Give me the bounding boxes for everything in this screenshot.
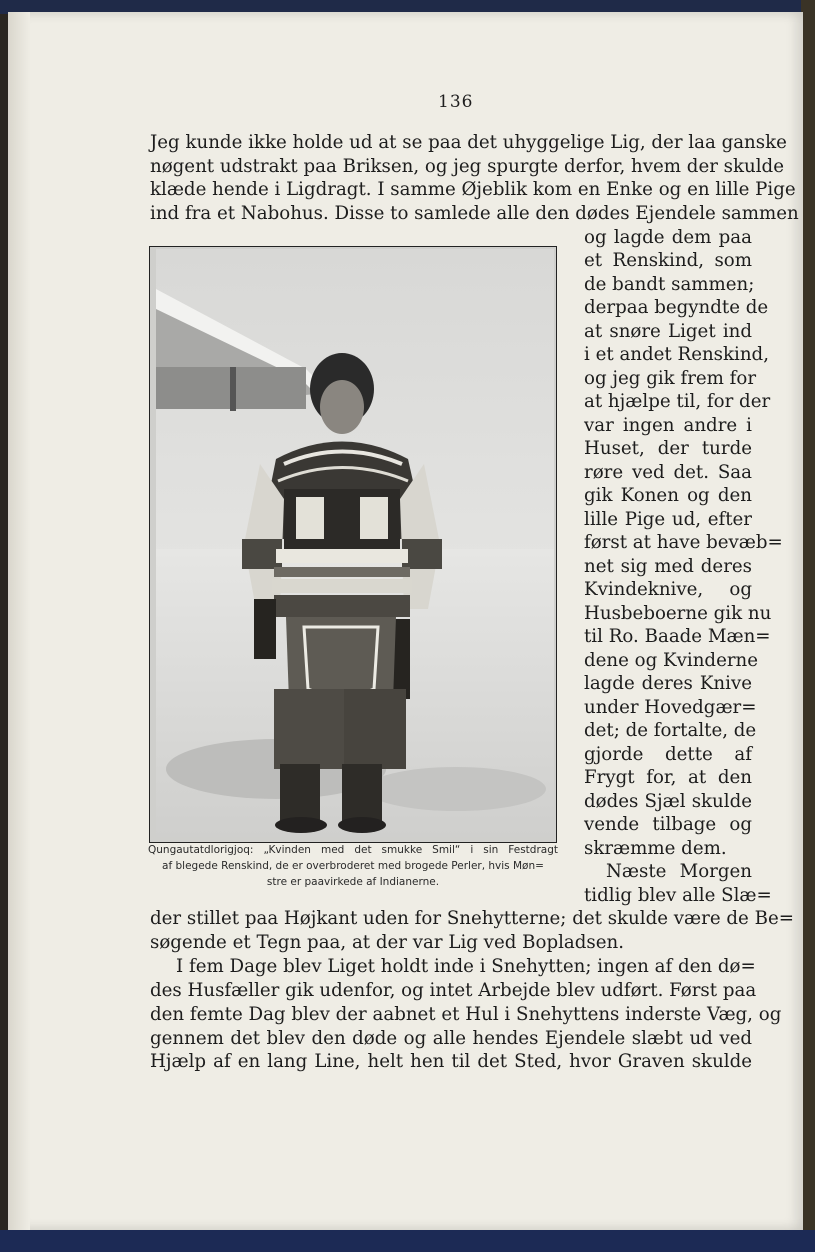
text-line: Kvindeknive, og xyxy=(584,579,752,600)
page-number: 136 xyxy=(438,92,474,112)
book-cover-edge-bottom xyxy=(0,1230,815,1252)
text-line: røre ved det. Saa xyxy=(584,462,752,483)
text-line: lagde deres Knive xyxy=(584,673,752,694)
text-line: klæde hende i Ligdragt. I samme Øjeblik kom en Enke og en lille Pige xyxy=(150,179,796,200)
text-line: skræmme dem. xyxy=(584,838,727,859)
text-line: at hjælpe til, for der xyxy=(584,391,771,412)
text-line: der stillet paa Højkant uden for Snehytterne; det skulde være de Be= xyxy=(150,908,794,929)
photo-woman-in-festive-dress xyxy=(156,249,554,837)
text-line: og lagde dem paa xyxy=(584,227,752,248)
photo-caption-line: Qungautatdlorigjoq: „Kvinden med det smukke Smil“ i sin Festdragt xyxy=(148,844,558,856)
book-cover-edge-right xyxy=(801,0,815,1252)
text-line: Næste Morgen xyxy=(606,861,752,882)
text-line: søgende et Tegn paa, at der var Lig ved Bopladsen. xyxy=(150,932,624,953)
text-line: gennem det blev den døde og alle hendes Ejendele slæbt ud ved xyxy=(150,1028,752,1049)
text-line: et Renskind, som xyxy=(584,250,752,271)
text-line: Jeg kunde ikke holde ud at se paa det uhyggelige Lig, der laa ganske xyxy=(150,132,787,153)
text-line: den femte Dag blev der aabnet et Hul i Snehyttens inderste Væg, og xyxy=(150,1004,782,1025)
text-line: først at have bevæb= xyxy=(584,532,783,553)
photo-caption-line: stre er paavirkede af Indianerne. xyxy=(266,876,440,888)
text-line: Husbeboerne gik nu xyxy=(584,603,772,624)
text-line: gik Konen og den xyxy=(584,485,752,506)
text-line: dene og Kvinderne xyxy=(584,650,759,671)
text-line: derpaa begyndte de xyxy=(584,297,769,318)
photo-caption-line: af blegede Renskind, de er overbroderet med brogede Perler, hvis Møn= xyxy=(162,860,544,872)
text-line: de bandt sammen; xyxy=(584,274,755,295)
text-line: det; de fortalte, de xyxy=(584,720,757,741)
text-line: vende tilbage og xyxy=(584,814,752,835)
text-line: net sig med deres xyxy=(584,556,752,577)
text-line: under Hovedgær= xyxy=(584,697,757,718)
page-gutter xyxy=(8,12,30,1230)
text-line: og jeg gik frem for xyxy=(584,368,757,389)
text-line: lille Pige ud, efter xyxy=(584,509,752,530)
text-line: ind fra et Nabohus. Disse to samlede alle den dødes Ejendele sammen xyxy=(150,203,799,224)
text-line: nøgent udstrakt paa Briksen, og jeg spurgte derfor, hvem der skulde xyxy=(150,156,784,177)
text-line: des Husfæller gik udenfor, og intet Arbejde blev udført. Først paa xyxy=(150,980,757,1001)
text-line: Huset, der turde xyxy=(584,438,752,459)
text-line: til Ro. Baade Mæn= xyxy=(584,626,771,647)
photo-figure xyxy=(149,246,557,843)
text-line: tidlig blev alle Slæ= xyxy=(584,885,772,906)
text-line: gjorde dette af xyxy=(584,744,752,765)
text-line: var ingen andre i xyxy=(584,415,752,436)
text-line: at snøre Liget ind xyxy=(584,321,752,342)
text-line: Frygt for, at den xyxy=(584,767,752,788)
text-line: dødes Sjæl skulde xyxy=(584,791,752,812)
text-line: Hjælp af en lang Line, helt hen til det Sted, hvor Graven skulde xyxy=(150,1051,752,1072)
text-line: I fem Dage blev Liget holdt inde i Snehytten; ingen af den dø= xyxy=(176,956,756,977)
text-line: i et andet Renskind, xyxy=(584,344,769,365)
